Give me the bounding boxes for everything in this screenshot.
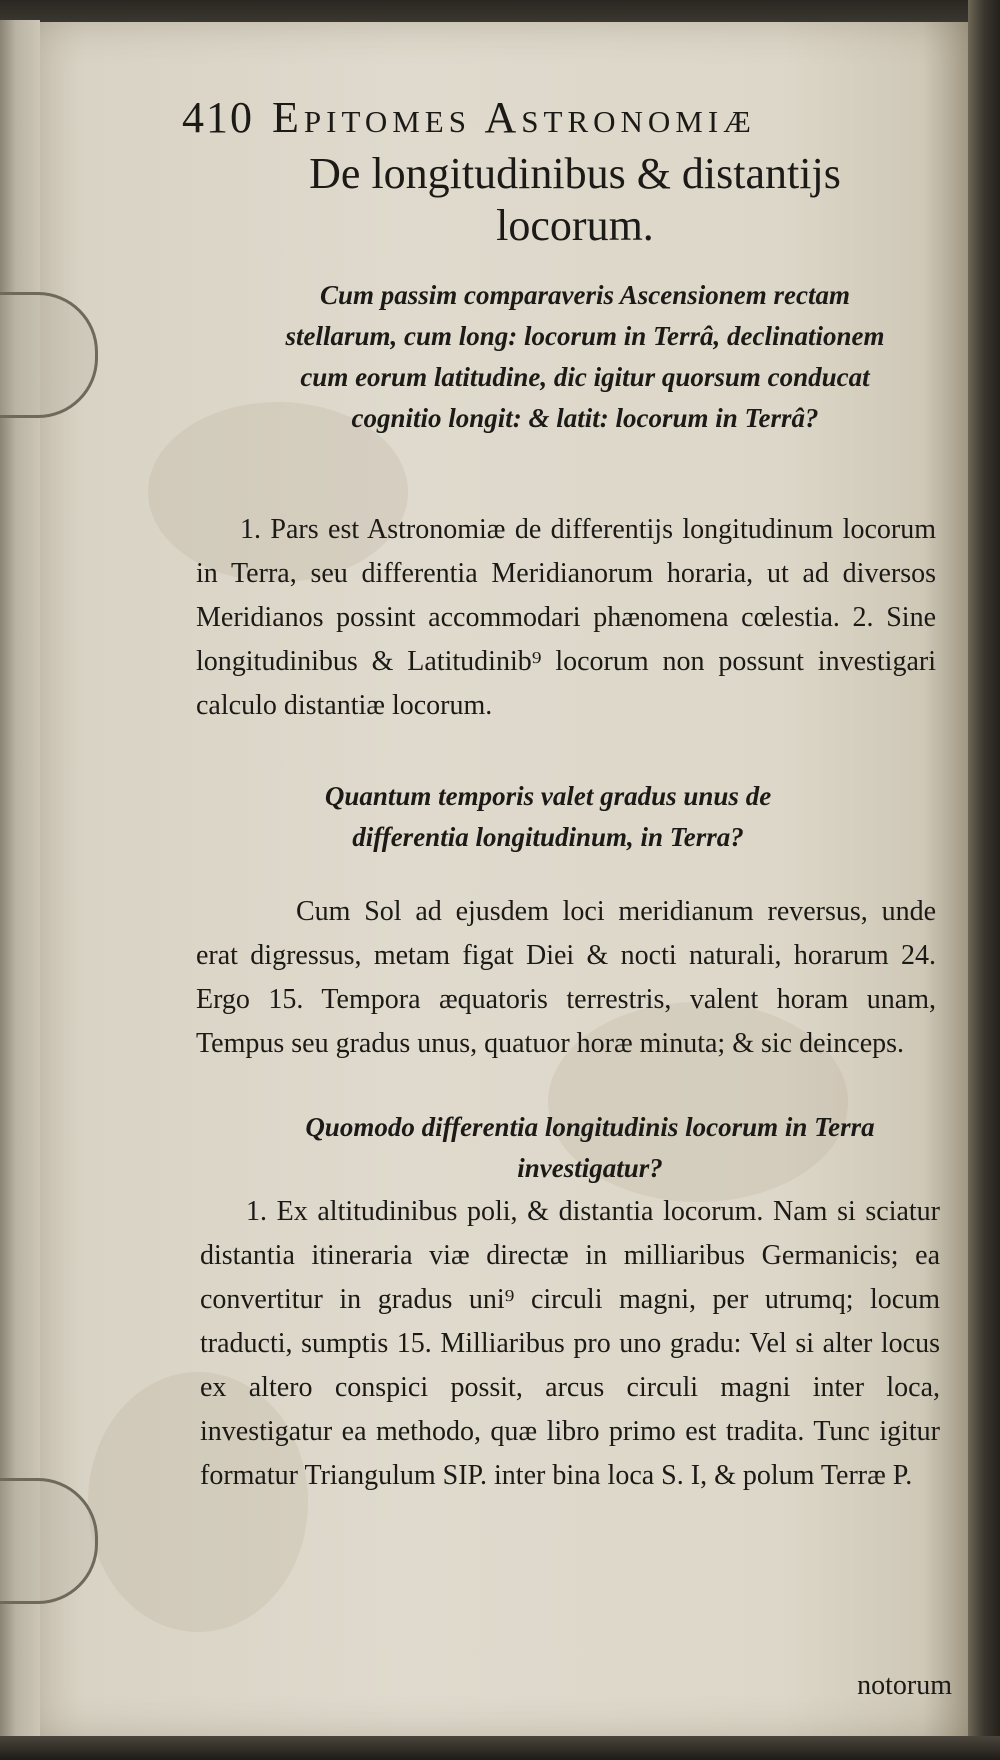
running-title: Epitomes Astronomiæ <box>272 93 756 142</box>
answer-2: Cum Sol ad ejusdem loci meridianum reversus, unde erat digressus, metam figat Diei & nocti naturali, horarum 24. Ergo 15. Tempora æquatoris terrestris, valent horam unam, Tempus seu gradus unus, quatuor horæ minuta; & sic deinceps. <box>196 896 936 1059</box>
catchword: notorum <box>857 1670 952 1701</box>
page-number: 410 <box>182 93 254 142</box>
bottom-page-edge <box>0 1736 1000 1760</box>
right-page-edge <box>968 0 1000 1760</box>
question-1: Cum passim comparaveris Ascensionem rectam stellarum, cum long: locorum in Terrâ, declinationem cum eorum latitudine, dic igitur quorsum conducat cognitio longit: & latit: locorum in Terrâ? <box>285 280 885 433</box>
chapter-title: De longitudinibus & distantijs locorum. <box>309 149 841 250</box>
question-3: Quomodo differentia longitudinis locorum in Terra investigatur? <box>305 1112 875 1183</box>
running-head <box>182 92 942 148</box>
question-2: Quantum temporis valet gradus unus de differentia longitudinum, in Terra? <box>324 781 772 852</box>
answer-3: 1. Ex altitudinibus poli, & distantia locorum. Nam si sciatur distantia itineraria viæ directæ in milliaribus Germanicis; ea convertitur in gradus uni⁹ circuli magni, per utrumq; locum traducti, sumptis 15. Milliaribus pro uno gradu: Vel si alter locus ex altero conspici possit, arcus circuli magni inter loca, investigatur ea methodo, quæ libro primo est tradita. Tunc igitur formatur Triangulum SIP. inter bina loca S. I, & polum Terræ P. <box>200 1196 940 1491</box>
answer-1: 1. Pars est Astronomiæ de differentijs longitudinum locorum in Terra, seu differentia Meridianorum horaria, ut ad diversos Meridianos possint accommodari phænomena cœlestia. 2. Sine longitudinibus & Latitudinib⁹ locorum non possunt investigari calculo distantiæ locorum. <box>196 514 936 721</box>
